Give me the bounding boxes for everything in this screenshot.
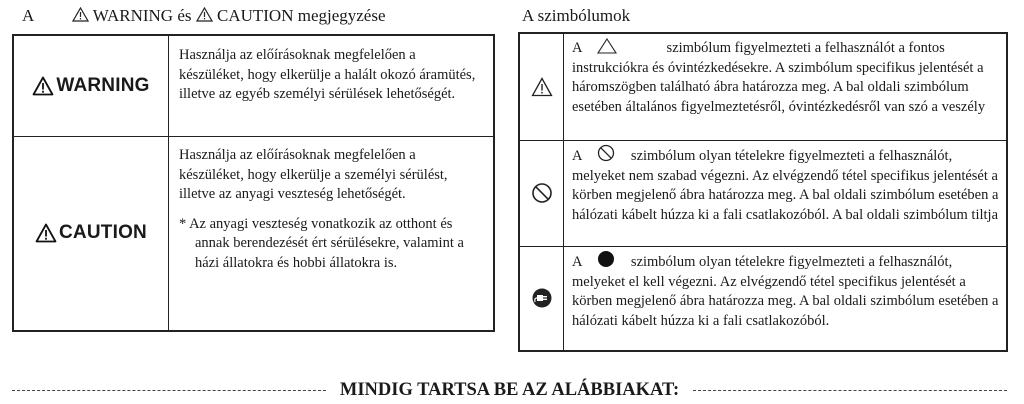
warning-text: Használja az előírásoknak megfelelően a készüléket, hogy elkerülje a halált okozó áramütés, illetve az egyéb személyi sérülések lehetőségét. bbox=[179, 47, 476, 102]
warning-triangle-icon bbox=[531, 77, 553, 97]
caution-label-cell bbox=[14, 136, 169, 330]
symbol-description bbox=[564, 140, 1006, 246]
symbol-text: szimbólum figyelmezteti a felhasználót a fontos instrukciókra és óvintézkedésekre. A szimbólum specifikus jelentését a háromszögben található ábra határozza meg. A bal oldali szimbólum esetében általános figyelmeztetésről, óvintézkedésről van szó a veszély bbox=[572, 40, 986, 115]
caution-label: CAUTION bbox=[59, 222, 147, 243]
heading-warning-word: WARNING és bbox=[92, 6, 192, 25]
warning-caution-table bbox=[12, 34, 495, 332]
heading-prefix: A bbox=[22, 6, 34, 25]
warning-label: WARNING bbox=[56, 75, 150, 96]
warning-triangle-icon bbox=[72, 7, 89, 22]
warning-caution-heading bbox=[22, 6, 386, 26]
warning-triangle-icon bbox=[32, 76, 54, 96]
prohibition-circle-icon bbox=[531, 182, 553, 204]
symbol-row-prohibition bbox=[520, 140, 1006, 247]
prohibition-circle-icon bbox=[597, 144, 615, 162]
always-observe-banner bbox=[12, 378, 1007, 402]
symbols-table bbox=[518, 32, 1008, 352]
symbol-icon-cell bbox=[520, 246, 564, 350]
symbol-row-warning bbox=[520, 34, 1006, 141]
warning-signal-word bbox=[32, 75, 149, 97]
symbol-icon-cell bbox=[520, 34, 564, 140]
symbol-text: szimbólum olyan tételekre figyelmezteti a felhasználót, melyeket nem szabad végezni. Az elvégzendő tétel specifikus jelentését a körben megjelenő ábra határozza meg. A bal oldali szimbólum esetében a hálózati kábelt húzza ki a fali csatlakozóból. A bal oldali szimbólum tiltja bbox=[572, 148, 999, 223]
caution-signal-word bbox=[35, 222, 147, 244]
symbol-prefix: A bbox=[572, 40, 582, 56]
symbol-icon-cell bbox=[520, 140, 564, 246]
warning-row bbox=[14, 36, 493, 137]
symbol-description bbox=[564, 34, 1006, 140]
banner-text: MINDIG TARTSA BE AZ ALÁBBIAKAT: bbox=[339, 379, 680, 400]
heading-caution-word: CAUTION megjegyzése bbox=[216, 6, 386, 25]
warning-label-cell bbox=[14, 36, 169, 136]
caution-row bbox=[14, 136, 493, 330]
symbol-text: szimbólum olyan tételekre figyelmezteti a felhasználót, melyeket el kell végezni. Az elvégzendő tétel specifikus jelentését a körben megjelenő ábra határozza meg. A bal oldali szimbólum esetében a hálózati kábelt húzza ki a fali csatlakozóból. bbox=[572, 254, 999, 329]
warning-triangle-icon bbox=[196, 7, 213, 22]
filled-circle-icon bbox=[597, 250, 615, 268]
caution-text: Használja az előírásoknak megfelelően a készüléket, hogy elkerülje a személyi sérülést, illetve az anyagi veszteség lehetőségét. bbox=[179, 147, 448, 202]
caution-note: * Az anyagi veszteség vonatkozik az otthont és annak berendezését ért sérülésekre, valamint a házi állatokra és hobbi állatokra is. bbox=[179, 215, 464, 271]
banner-dashed-line-left bbox=[12, 390, 326, 391]
banner-dashed-line-right bbox=[693, 390, 1007, 391]
triangle-outline-icon bbox=[597, 38, 617, 54]
warning-triangle-icon bbox=[35, 223, 57, 243]
symbol-prefix: A bbox=[572, 148, 582, 164]
symbol-prefix: A bbox=[572, 254, 582, 270]
symbols-heading: A szimbólumok bbox=[522, 6, 631, 25]
caution-text-cell bbox=[169, 136, 493, 330]
symbol-row-mandatory bbox=[520, 246, 1006, 350]
symbol-description bbox=[564, 246, 1006, 350]
unplug-mandatory-icon bbox=[531, 287, 553, 309]
